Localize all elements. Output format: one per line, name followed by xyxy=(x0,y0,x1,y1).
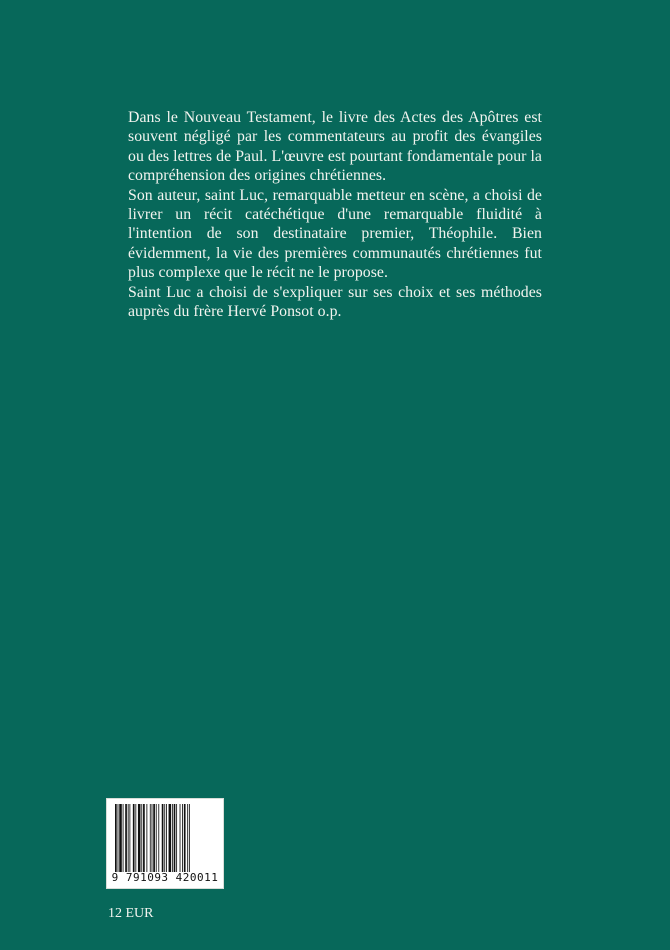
isbn-number: 9 791093 420011 xyxy=(111,871,219,884)
barcode-bar xyxy=(129,804,130,872)
barcode-bar xyxy=(164,804,165,872)
barcode-bar xyxy=(156,804,157,872)
blurb-paragraph: Son auteur, saint Luc, remarquable metteur en scène, a choisi de livrer un récit catéchétique d'une remarquable fluidité à l'intention de son destinataire premier, Théophile. Bien évidemment, la vie des premières communautés chrétiennes fut plus complexe que le récit ne le propose. xyxy=(128,186,542,282)
barcode-bar xyxy=(172,804,173,872)
barcode-bar xyxy=(166,804,167,872)
barcode-bar xyxy=(182,804,183,872)
barcode-bar xyxy=(146,804,147,872)
barcode-bar xyxy=(184,804,186,872)
barcode-bar xyxy=(143,804,145,872)
barcode-bar xyxy=(125,804,127,872)
price: 12 EUR xyxy=(108,906,154,921)
barcode-bar xyxy=(152,804,153,872)
barcode-bar xyxy=(162,804,164,872)
barcode-bar xyxy=(138,804,141,872)
barcode-bar xyxy=(123,804,124,872)
barcode-bar xyxy=(153,804,155,872)
barcode-bar xyxy=(119,804,122,872)
blurb-paragraph: Saint Luc a choisi de s'expliquer sur ses choix et ses méthodes auprès du frère Hervé Ponsot o.p. xyxy=(128,283,542,321)
barcode-bar xyxy=(128,804,129,872)
barcode-bar xyxy=(118,804,119,872)
barcode-bar xyxy=(176,804,177,872)
barcode-bar xyxy=(187,804,188,872)
blurb-paragraph: Dans le Nouveau Testament, le livre des Actes des Apôtres est souvent négligé par les commentateurs au profit des évangiles ou des lettres de Paul. L'œuvre est pourtant fondamentale pour la compréhension des origines chrétiennes. xyxy=(128,109,542,185)
barcode-bar xyxy=(135,804,136,872)
isbn-barcode xyxy=(106,798,224,889)
barcode-bar xyxy=(158,804,159,872)
barcode-bar xyxy=(174,804,176,872)
barcode-bar xyxy=(115,804,117,872)
barcode-bar xyxy=(141,804,142,872)
barcode-bar xyxy=(133,804,135,872)
barcode-bar xyxy=(169,804,172,872)
barcode-bar xyxy=(189,804,190,872)
barcode-bar xyxy=(150,804,151,872)
barcode-bar xyxy=(180,804,181,872)
back-cover-blurb xyxy=(128,108,542,321)
barcode-bars xyxy=(115,804,217,872)
